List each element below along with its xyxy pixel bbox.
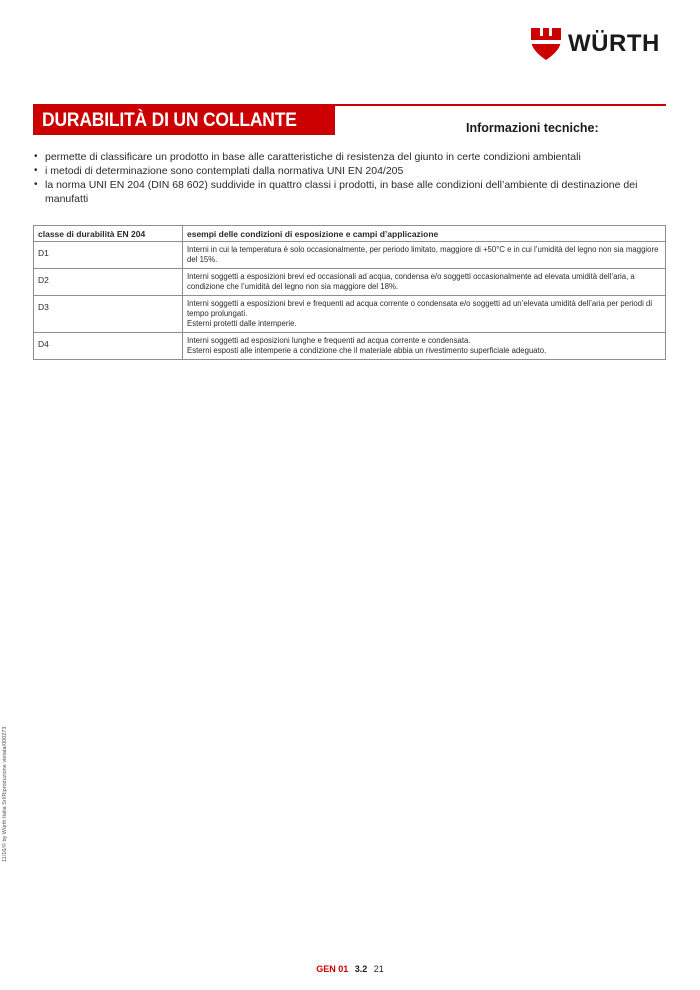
list-item [33,150,673,164]
column-header-class: classe di durabilità EN 204 [34,226,183,242]
description-line: Interni soggetti a esposizioni brevi ed occasionali ad acqua, condensa e/o soggetti occasionalmente ad elevata umidità dell’aria, a condizione che l’umidità del legno non sia maggiore del 18%. [187,272,635,291]
table-row [34,296,666,333]
footer-section: 3.2 [354,964,368,974]
wurth-logo [531,26,671,62]
bullet-text: la norma UNI EN 204 (DIN 68 602) suddivide in quattro classi i prodotti, in base alle condizioni dell’ambiente di destinazione dei manufatti [45,179,638,205]
description-line: Esterni protetti dalle intemperie. [187,319,297,328]
bullet-icon: • [34,151,38,162]
table-header-row [34,226,666,242]
list-item [33,178,673,206]
info-label: Informazioni tecniche: [466,121,599,135]
footer-code: GEN 01 [316,964,349,974]
class-cell: D3 [34,296,183,333]
wurth-logo-mark-icon [531,28,561,60]
class-cell: D1 [34,242,183,269]
page-number: 21 [373,964,384,974]
bullet-icon: • [34,165,38,176]
description-line: Interni in cui la temperatura è solo occasionalmente, per periodo limitato, maggiore di +50°C e in cui l’umidità del legno non sia maggiore del 15%. [187,245,659,264]
page-title: DURABILITÀ DI UN COLLANTE [42,110,297,131]
description-cell [183,269,666,296]
bullet-text: i metodi di determinazione sono contemplati dalla normativa UNI EN 204/205 [45,165,404,177]
class-cell: D4 [34,333,183,360]
description-cell [183,333,666,360]
class-cell: D2 [34,269,183,296]
table-row [34,269,666,296]
wurth-logo-text: WÜRTH [568,30,660,57]
description-line: Interni soggetti a esposizioni brevi e frequenti ad acqua corrente o condensata e/o soggetti ad un’elevata umidità dell’aria per periodi di tempo prolungati. [187,299,653,318]
description-line: Esterni esposti alle intemperie a condizione che il materiale abbia un rivestimento superficiale adeguato. [187,346,547,355]
description-cell [183,296,666,333]
title-bar [33,105,335,135]
description-line: Interni soggetti ad esposizioni lunghe e frequenti ad acqua corrente e condensata. [187,336,471,345]
description-cell [183,242,666,269]
list-item [33,164,673,178]
copyright-note: 11/16/© by Würth Italia Srl/Riproduzione vietata/000273 [2,726,8,862]
table-row [34,242,666,269]
durability-table [33,225,666,360]
bullet-list [33,150,673,206]
bullet-text: permette di classificare un prodotto in base alle caratteristiche di resistenza del giunto in certe condizioni ambientali [45,151,581,163]
table-row [34,333,666,360]
page-footer [0,964,700,974]
bullet-icon: • [34,179,38,190]
column-header-conditions: esempi delle condizioni di esposizione e campi d’applicazione [183,226,666,242]
